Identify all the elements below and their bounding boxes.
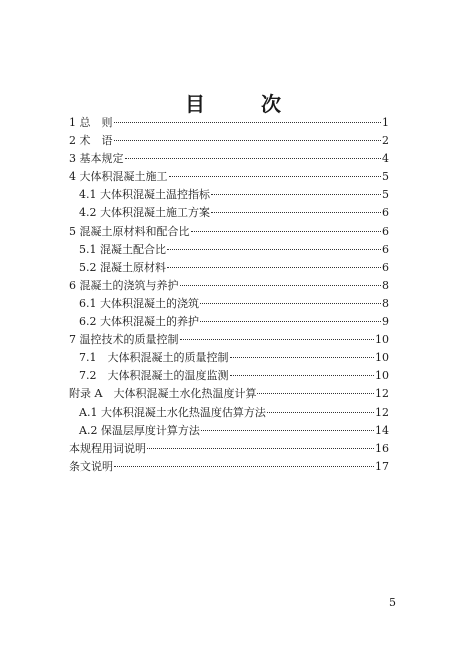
toc-entry-label: 6 混凝土的浇筑与养护 — [69, 278, 179, 292]
toc-entry[interactable] — [69, 223, 389, 241]
toc-entry[interactable] — [69, 331, 389, 349]
toc-leader-dots — [191, 231, 382, 232]
toc-entry-label: 条文说明 — [69, 459, 113, 473]
table-of-contents — [69, 114, 389, 476]
toc-leader-dots — [257, 393, 374, 394]
toc-entry[interactable] — [69, 277, 389, 295]
toc-entry[interactable] — [69, 458, 389, 476]
toc-entry-label: 7.2 大体积混凝土的温度监测 — [79, 369, 229, 383]
toc-entry-label: 5.1 混凝土配合比 — [79, 242, 166, 256]
toc-entry-label: 5 混凝土原材料和配合比 — [69, 224, 190, 238]
toc-leader-dots — [200, 321, 381, 322]
toc-entry-page: 16 — [375, 441, 389, 455]
toc-leader-dots — [114, 122, 382, 123]
toc-entry-label: 7.1 大体积混凝土的质量控制 — [79, 351, 229, 365]
toc-entry[interactable] — [69, 259, 389, 277]
toc-entry-page: 14 — [375, 423, 389, 437]
toc-leader-dots — [267, 412, 374, 413]
toc-entry-label: 5.2 混凝土原材料 — [79, 260, 166, 274]
toc-leader-dots — [200, 303, 381, 304]
toc-entry-page: 10 — [375, 369, 389, 383]
toc-entry-label: 6.2 大体积混凝土的养护 — [79, 315, 199, 329]
toc-entry[interactable] — [69, 313, 389, 331]
toc-leader-dots — [114, 466, 374, 467]
toc-entry-page: 12 — [375, 405, 389, 419]
toc-entry-label: A.1 大体积混凝土水化热温度估算方法 — [79, 405, 266, 419]
toc-entry[interactable] — [69, 385, 389, 403]
toc-leader-dots — [125, 158, 382, 159]
toc-leader-dots — [167, 267, 381, 268]
toc-entry[interactable] — [69, 440, 389, 458]
toc-leader-dots — [211, 194, 381, 195]
toc-entry[interactable] — [69, 186, 389, 204]
toc-entry-page: 6 — [382, 224, 389, 238]
toc-entry-page: 5 — [382, 170, 389, 184]
toc-entry[interactable] — [69, 241, 389, 259]
toc-entry-page: 10 — [375, 351, 389, 365]
page-title: 目 次 — [185, 92, 299, 116]
toc-entry-label: A.2 保温层厚度计算方法 — [79, 423, 200, 437]
toc-leader-dots — [169, 176, 382, 177]
toc-leader-dots — [180, 339, 375, 340]
toc-entry[interactable] — [69, 150, 389, 168]
toc-entry-page: 8 — [382, 278, 389, 292]
toc-entry-label: 3 基本规定 — [69, 152, 124, 166]
toc-entry-label: 4.2 大体积混凝土施工方案 — [79, 206, 210, 220]
toc-entry-page: 6 — [382, 260, 389, 274]
toc-entry-page: 4 — [382, 152, 389, 166]
toc-entry[interactable] — [69, 168, 389, 186]
toc-entry-label: 7 温控技术的质量控制 — [69, 333, 179, 347]
toc-entry-page: 10 — [375, 333, 389, 347]
toc-leader-dots — [230, 375, 375, 376]
toc-leader-dots — [230, 357, 375, 358]
toc-leader-dots — [167, 249, 381, 250]
toc-entry-page: 9 — [382, 315, 389, 329]
toc-entry-label: 4 大体积混凝土施工 — [69, 170, 168, 184]
toc-entry[interactable] — [69, 114, 389, 132]
page-number: 5 — [389, 596, 396, 609]
toc-entry-label: 2 术 语 — [69, 134, 113, 148]
toc-entry-page: 12 — [375, 387, 389, 401]
toc-entry[interactable] — [69, 367, 389, 385]
toc-entry[interactable] — [69, 404, 389, 422]
toc-entry[interactable] — [69, 349, 389, 367]
toc-entry-page: 1 — [382, 116, 389, 129]
toc-entry[interactable] — [69, 295, 389, 313]
toc-entry[interactable] — [69, 204, 389, 222]
toc-leader-dots — [180, 285, 382, 286]
toc-leader-dots — [147, 448, 374, 449]
toc-entry-page: 2 — [382, 134, 389, 148]
toc-entry-label: 附录 A 大体积混凝土水化热温度计算 — [69, 387, 257, 401]
toc-entry-label: 1 总 则 — [69, 116, 113, 129]
toc-entry[interactable] — [69, 132, 389, 150]
toc-leader-dots — [211, 212, 381, 213]
toc-leader-dots — [201, 430, 374, 431]
toc-entry-page: 6 — [382, 206, 389, 220]
toc-entry-page: 8 — [382, 296, 389, 310]
toc-leader-dots — [114, 140, 382, 141]
toc-entry-label: 本规程用词说明 — [69, 441, 146, 455]
toc-entry-page: 5 — [382, 188, 389, 202]
toc-entry-label: 6.1 大体积混凝土的浇筑 — [79, 296, 199, 310]
toc-entry[interactable] — [69, 422, 389, 440]
toc-entry-page: 6 — [382, 242, 389, 256]
toc-entry-label: 4.1 大体积混凝土温控指标 — [79, 188, 210, 202]
toc-entry-page: 17 — [375, 459, 389, 473]
